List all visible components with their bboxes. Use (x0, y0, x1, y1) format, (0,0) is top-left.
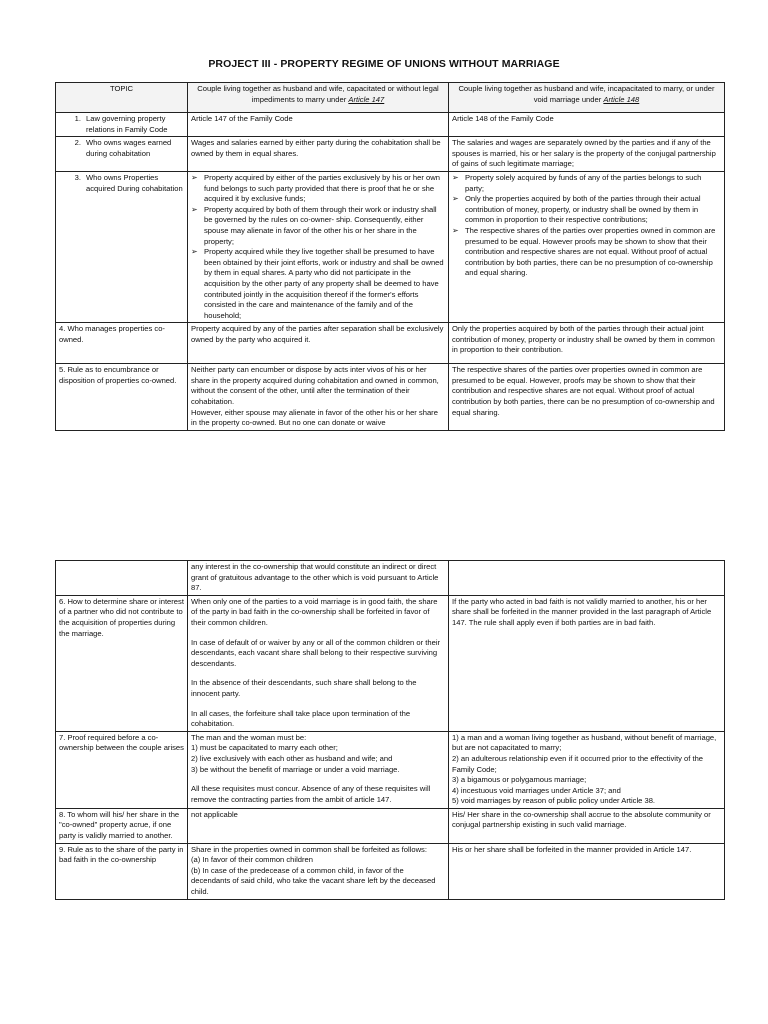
arrow-bullet-icon: ➢ (191, 172, 198, 182)
arrow-bullet-icon: ➢ (452, 194, 459, 204)
list-item: (b) In case of the predecease of a common child, in favor of the decendants of said child, who take the vacant share left by the deceased child. (191, 865, 436, 897)
topic-number: 2. (74, 138, 81, 148)
art148-cell: Article 148 of the Family Code (449, 113, 725, 137)
bullet-list (191, 173, 445, 321)
list-item: 4) incestuous void marriages under Article 37; and (452, 785, 621, 795)
topic-text: Who owns wages earned during cohabitation (86, 138, 172, 158)
list-item: The man and the woman must be: (191, 732, 307, 742)
art147-cell: Property acquired by any of the parties after separation shall be exclusively owned by the party who acquired it. (188, 323, 449, 364)
list-item (452, 173, 721, 194)
table-header-row (56, 83, 725, 113)
topic-number: 1. (74, 114, 81, 123)
list-item: 1) must be capacitated to marry each other; (191, 743, 338, 753)
topic-text: Law governing property relations in Family Code (86, 114, 168, 134)
table-row (56, 137, 725, 172)
list-item: 5) void marriages by reason of public policy under Article 38. (452, 796, 656, 806)
topic-cell: 7. Proof required before a co-ownership between the couple arises (56, 731, 188, 808)
arrow-bullet-icon: ➢ (191, 204, 198, 214)
art148-cell: The respective shares of the parties over properties owned in common are presumed to be equal. However, proofs may be shown to show that their contribution and respective shares are not equal. Without proof of actual contribution by both parties, there can be no presumption of co-ownership and equal sharing. (449, 364, 725, 431)
paragraph: Neither party can encumber or dispose by acts inter vivos of his or her share in the property acquired during cohabitation and owned in common, without the consent of the other, until after the termination of their cohabitation. (191, 365, 439, 407)
art148-cell (449, 171, 725, 322)
table-row (56, 171, 725, 322)
paragraph: When only one of the parties to a void marriage is in good faith, the share of the party in bad faith in the co-ownership shall be forfeited in favor of their common children. (191, 596, 438, 627)
list-item (452, 226, 721, 279)
list-item: 3) a bigamous or polygamous marriage; (452, 775, 587, 785)
paragraph: In all cases, the forfeiture shall take place upon termination of the cohabitation. (191, 708, 411, 729)
art147-cell: Article 147 of the Family Code (188, 113, 449, 137)
list-item-text: Property acquired by either of the parties exclusively by his or her own fund belongs to such party provided that there is proof that he or she acquired it by exclusive funds; (204, 172, 440, 204)
topic-cell: 6. How to determine share or interest of a partner who did not contribute to the acquisition of properties during the marriage. (56, 595, 188, 731)
art148-cell (449, 731, 725, 808)
table-row (56, 113, 725, 137)
art147-cell: any interest in the co-ownership that would constitute an indirect or direct grant of gratuitous advantage to the other which is void pursuant to Article 87. (188, 561, 449, 596)
list-item: 3) be without the benefit of marriage or under a void marriage. (191, 764, 400, 774)
property-regime-table-part2 (55, 560, 725, 900)
header-article-147-text: Couple living together as husband and wife, capacitated or without legal impediments to marry under (197, 84, 439, 104)
list-item: 1) a man and a woman living together as husband, without benefit of marriage, but are not capacitated to marry; (452, 732, 717, 753)
header-article-148 (449, 83, 725, 113)
list-item: 2) an adulterous relationship even if it occurred prior to the effectivity of the Family Code; (452, 753, 704, 774)
paragraph: All these requisites must concur. Absence of any of these requisites will remove the contracting parties from the ambit of article 147. (191, 784, 431, 804)
art148-cell: The salaries and wages are separately owned by the parties and if any of the spouses is married, his or her salary is the property of the conjugal partnership of gains of such legitimate marriage; (449, 137, 725, 172)
list-item-text: Only the properties acquired by both of the parties through their actual contribution of money, property, or industry shall be owned by them in common in proportion to their respective contributions; (465, 194, 701, 225)
list-item-text: The respective shares of the parties over properties owned in common are presumed to be equal. However proofs may be shown to show that their contribution and respective shares are not equal. Without proof of actual contribution by both parties, there can be no presumption of co-ownership and equal sharing. (465, 225, 716, 278)
header-article-148-text: Couple living together as husband and wife, incapacitated to marry, or under void marriage under (458, 84, 715, 104)
header-article-147 (188, 83, 449, 113)
page-title: PROJECT III - PROPERTY REGIME OF UNIONS WITHOUT MARRIAGE (208, 58, 560, 70)
topic-cell (56, 171, 188, 322)
topic-cell (56, 137, 188, 172)
bullet-list (452, 173, 721, 279)
list-item (191, 173, 445, 205)
list-item-text: Property acquired by both of them through their work or industry shall be governed by the rules on co-owner- ship. Consequently, either spouse may alienate in favor of the other his or her share in the property; (204, 204, 437, 246)
arrow-bullet-icon: ➢ (452, 225, 459, 235)
topic-text: Who owns Properties acquired During cohabitation (86, 172, 183, 193)
topic-cell: 9. Rule as to the share of the party in bad faith in the co-ownership (56, 843, 188, 899)
topic-cell (56, 113, 188, 137)
list-item (191, 205, 445, 247)
table-row (56, 323, 725, 364)
paragraph: In the absence of their descendants, such share shall belong to the innocent party. (191, 678, 417, 698)
list-item-text: Property acquired while they live together shall be presumed to have been obtained by their joint efforts, work or industry and shall be owned by them in equal shares. A party who did not participate in the acquisition by the other party of any property shall be deemed to have contributed jointly in the acquisition thereof if the former's efforts consisted in the care and maintenance of the family and of the household; (204, 247, 444, 320)
art147-cell (188, 731, 449, 808)
list-item (191, 247, 445, 321)
art147-cell (188, 843, 449, 899)
art148-cell: Only the properties acquired by both of the parties through their actual joint contribution of money, property or industry shall be owned by them in common in proportion to their contribution. (449, 323, 725, 364)
topic-cell: 4. Who manages properties co-owned. (56, 323, 188, 364)
list-item: 2) live exclusively with each other as husband and wife; and (191, 753, 393, 763)
art148-cell: His or her share shall be forfeited in the manner provided in Article 147. (449, 843, 725, 899)
paragraph: In case of default of or waiver by any or all of the common children or their descendants, each vacant share shall belong to their respective surviving descendants. (191, 637, 441, 668)
art148-cell: His/ Her share in the co-ownership shall accrue to the absolute community or conjugal partnership existing in such valid marriage. (449, 808, 725, 843)
topic-cell (56, 561, 188, 596)
list-item: (a) In favor of their common children (191, 855, 313, 865)
art147-cell (188, 364, 449, 431)
list-item (452, 194, 721, 226)
arrow-bullet-icon: ➢ (191, 247, 198, 257)
table-row (56, 731, 725, 808)
table-row (56, 364, 725, 431)
table-row (56, 561, 725, 596)
art148-cell (449, 561, 725, 596)
art147-cell (188, 171, 449, 322)
property-regime-table-part1 (55, 82, 725, 431)
topic-number: 3. (74, 172, 81, 182)
table-row (56, 595, 725, 731)
table-row (56, 843, 725, 899)
header-topic: TOPIC (56, 83, 188, 113)
article-147-link[interactable]: Article 147 (348, 94, 385, 104)
article-148-link[interactable]: Article 148 (603, 94, 640, 104)
art147-cell: Wages and salaries earned by either party during the cohabitation shall be owned by them in equal shares. (188, 137, 449, 172)
art147-cell (188, 595, 449, 731)
arrow-bullet-icon: ➢ (452, 172, 459, 182)
art148-cell: If the party who acted in bad faith is not validly married to another, his or her share shall be forfeited in the manner provided in the last paragraph of Article 147. The rule shall apply even if both parties are in bad faith. (449, 595, 725, 731)
paragraph: However, either spouse may alienate in favor of the other his or her share in the property co-owned. But no one can donate or waive (191, 407, 438, 428)
table-row (56, 808, 725, 843)
list-item: Share in the properties owned in common shall be forfeited as follows: (191, 844, 427, 854)
art147-cell: not applicable (188, 808, 449, 843)
list-item-text: Property solely acquired by funds of any of the parties belongs to such party; (465, 172, 702, 193)
topic-cell: 5. Rule as to encumbrance or disposition of properties co-owned. (56, 364, 188, 431)
topic-cell: 8. To whom will his/ her share in the "co-owned" property acrue, if one party is validly married to another. (56, 808, 188, 843)
